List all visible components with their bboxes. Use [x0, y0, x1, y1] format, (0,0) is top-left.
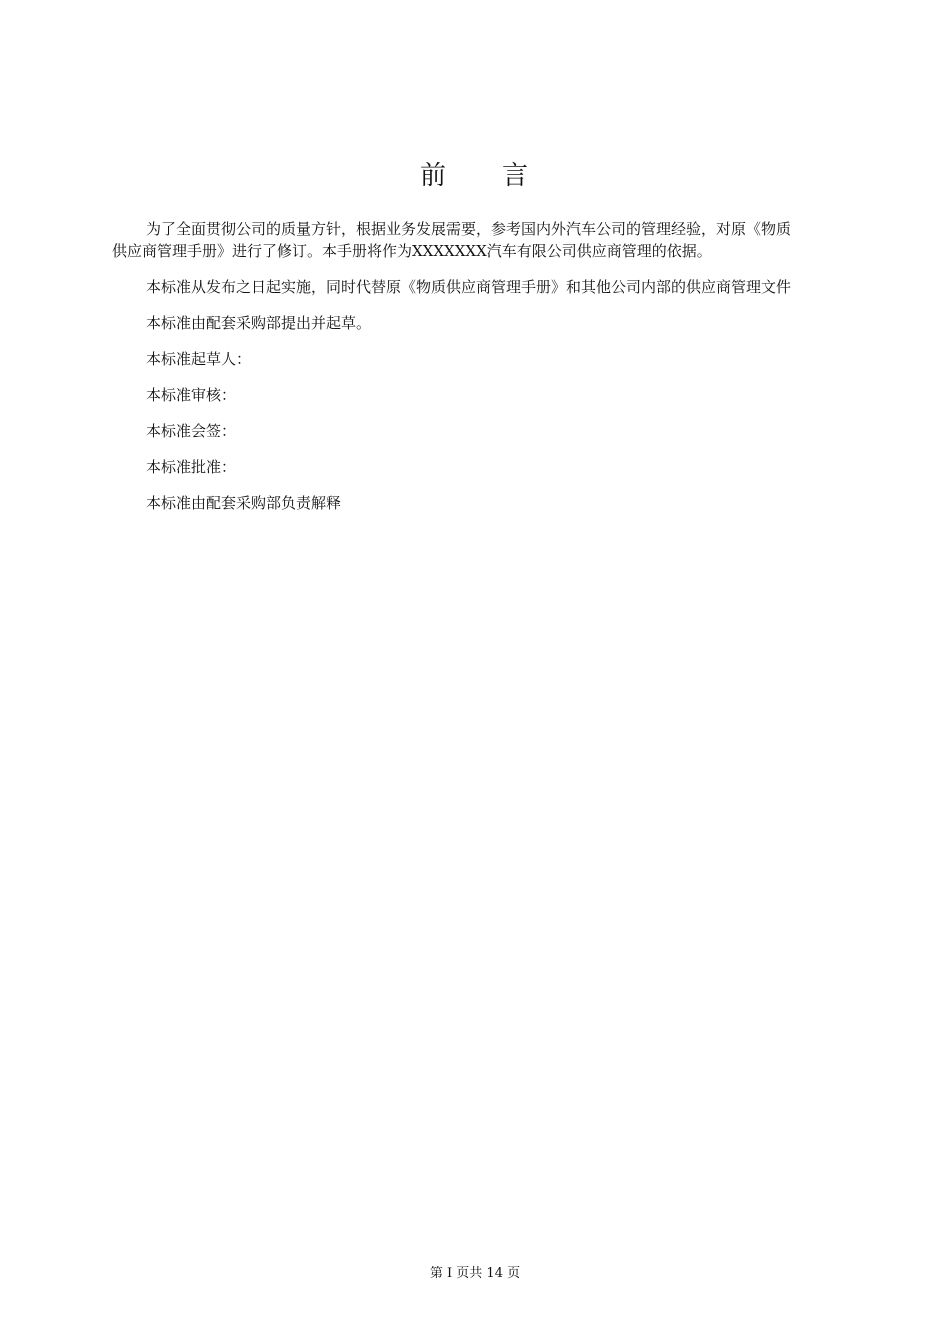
title-char-left: 前: [419, 161, 448, 191]
paragraph-revision-continuation: 供应商管理手册》进行了修订。本手册将作为XXXXXXX汽车有限公司供应商管理的依据。: [112, 242, 712, 260]
paragraph-drafter: 本标准起草人：: [146, 350, 252, 368]
paragraph-approval: 本标准批准：: [146, 458, 237, 476]
paragraph-interpretation: 本标准由配套采购部负责解释: [146, 494, 342, 512]
paragraph-countersign: 本标准会签：: [146, 422, 237, 440]
paragraph-effective-date: 本标准从发布之日起实施，同时代替原《物质供应商管理手册》和其他公司内部的供应商管理文件: [146, 278, 792, 296]
page-footer: 第 I 页共 14 页: [429, 1266, 521, 1281]
paragraph-reviewer: 本标准审核：: [146, 386, 237, 404]
page-title: [0, 155, 950, 192]
title-char-right: 言: [502, 161, 531, 191]
preface-body: [112, 218, 862, 528]
paragraph-drafted-by-dept: 本标准由配套采购部提出并起草。: [146, 314, 372, 332]
paragraph-revision-intro: 为了全面贯彻公司的质量方针，根据业务发展需要，参考国内外汽车公司的管理经验，对原《物质: [146, 220, 792, 238]
